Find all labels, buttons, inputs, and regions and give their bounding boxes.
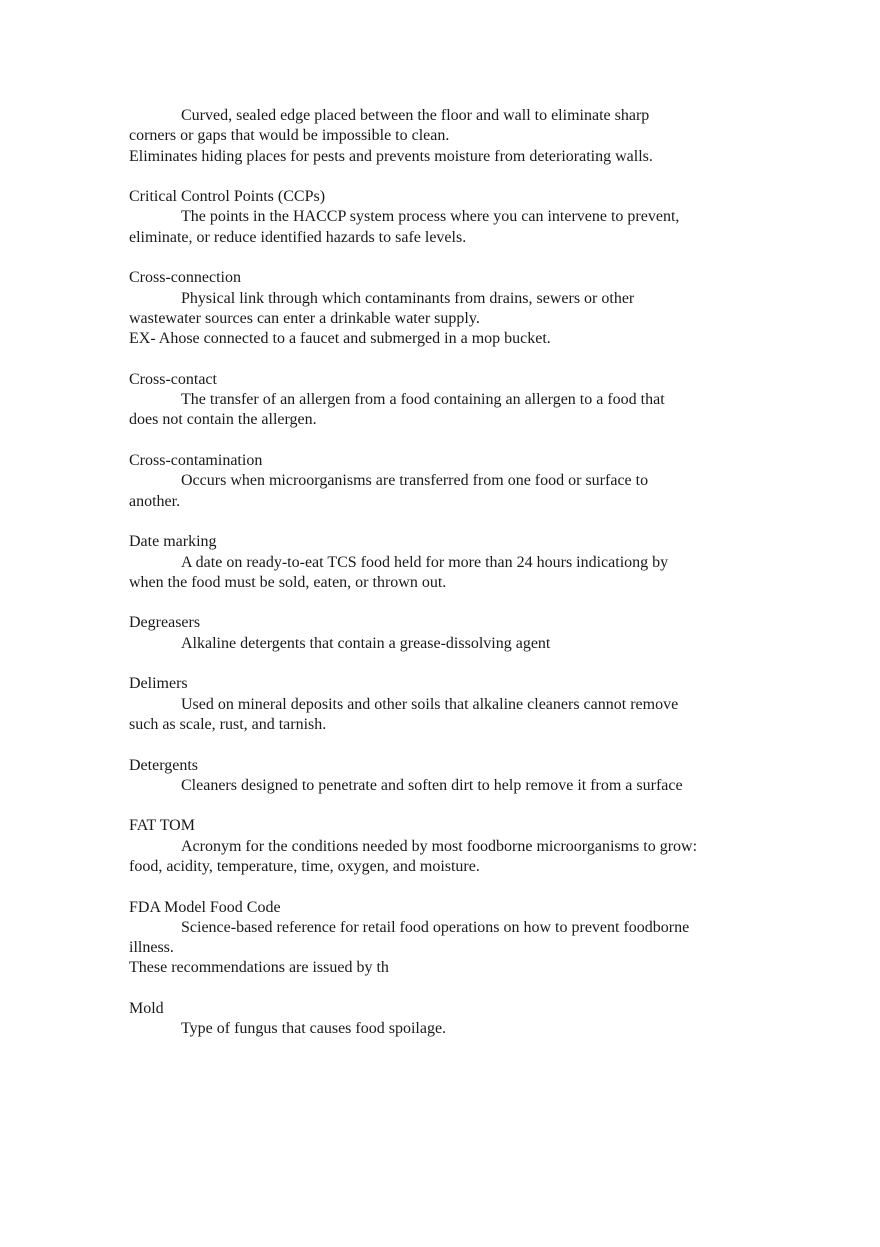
- definition-line: corners or gaps that would be impossible to clean.: [129, 127, 450, 145]
- definition-line: Used on mineral deposits and other soils that alkaline cleaners cannot remove: [181, 695, 679, 713]
- glossary-entry: [129, 106, 749, 167]
- glossary-term: Mold: [129, 1000, 164, 1018]
- definition-line: The transfer of an allergen from a food containing an allergen to a food that: [181, 391, 665, 409]
- definition-line: illness.: [129, 939, 174, 957]
- definition-line: These recommendations are issued by th: [129, 959, 389, 977]
- definition-line: when the food must be sold, eaten, or thrown out.: [129, 573, 447, 591]
- glossary-term: Cross-connection: [129, 269, 241, 287]
- definition-line: Curved, sealed edge placed between the floor and wall to eliminate sharp: [181, 107, 650, 124]
- glossary-page: [129, 106, 749, 1060]
- definition-line: Alkaline detergents that contain a grease-dissolving agent: [181, 634, 551, 652]
- definition-line: Physical link through which contaminants from drains, sewers or other: [181, 289, 635, 307]
- glossary-entry: [129, 898, 749, 979]
- glossary-entry: [129, 674, 749, 735]
- definition-line: Science-based reference for retail food operations on how to prevent foodborne: [181, 918, 690, 936]
- definition-line: Occurs when microorganisms are transferred from one food or surface to: [181, 472, 649, 490]
- glossary-entry: [129, 187, 749, 248]
- definition-line: food, acidity, temperature, time, oxygen, and moisture.: [129, 857, 480, 875]
- glossary-term: Cross-contamination: [129, 452, 263, 470]
- glossary-entry: [129, 451, 749, 512]
- definition-line: wastewater sources can enter a drinkable water supply.: [129, 309, 480, 327]
- definition-line: Acronym for the conditions needed by most foodborne microorganisms to grow:: [181, 837, 698, 855]
- glossary-term: Date marking: [129, 533, 217, 551]
- glossary-term: Detergents: [129, 756, 199, 774]
- definition-line: eliminate, or reduce identified hazards to safe levels.: [129, 228, 467, 246]
- definition-line: EX- Ahose connected to a faucet and submerged in a mop bucket.: [129, 330, 551, 348]
- glossary-term: Degreasers: [129, 614, 201, 632]
- glossary-term: Cross-contact: [129, 370, 217, 388]
- glossary-term: Delimers: [129, 675, 188, 693]
- glossary-term: Critical Control Points (CCPs): [129, 188, 326, 206]
- definition-line: Type of fungus that causes food spoilage.: [181, 1020, 447, 1038]
- glossary-term: FAT TOM: [129, 817, 195, 835]
- definition-line: Cleaners designed to penetrate and soften dirt to help remove it from a surface: [181, 776, 683, 794]
- definition-line: A date on ready-to-eat TCS food held for more than 24 hours indicationg by: [181, 553, 669, 571]
- definition-line: does not contain the allergen.: [129, 411, 317, 429]
- glossary-entry: [129, 756, 749, 797]
- definition-line: such as scale, rust, and tarnish.: [129, 715, 327, 733]
- glossary-entry: [129, 816, 749, 877]
- glossary-entry: [129, 370, 749, 431]
- definition-line: The points in the HACCP system process where you can intervene to prevent,: [181, 208, 680, 226]
- glossary-term: FDA Model Food Code: [129, 898, 281, 916]
- definition-line: another.: [129, 492, 181, 510]
- glossary-entry: [129, 999, 749, 1040]
- glossary-entry: [129, 613, 749, 654]
- glossary-entry: [129, 268, 749, 349]
- glossary-entry: [129, 532, 749, 593]
- definition-line: Eliminates hiding places for pests and prevents moisture from deteriorating walls.: [129, 147, 653, 165]
